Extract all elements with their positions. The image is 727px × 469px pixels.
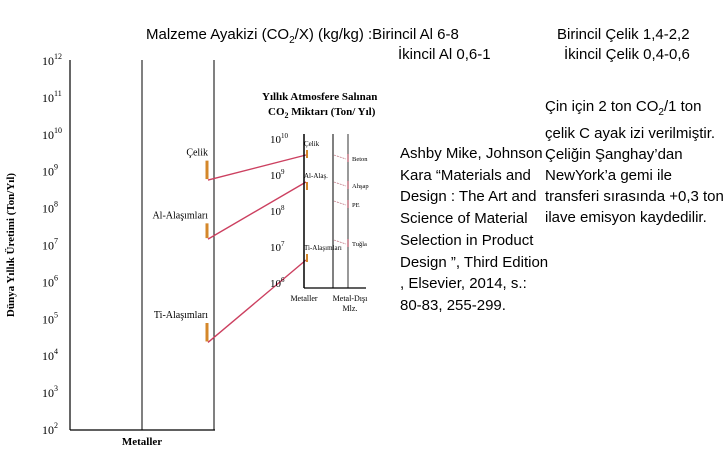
tick-base: 10 bbox=[270, 134, 281, 146]
tick-exponent: 10 bbox=[54, 125, 62, 135]
tick-exponent: 8 bbox=[281, 204, 285, 212]
inset-title-line1: Yıllık Atmosfere Salınan bbox=[262, 91, 378, 103]
tick-exponent: 2 bbox=[54, 421, 58, 430]
main-tick-label bbox=[42, 200, 58, 216]
china-note-prefix: Çin için 2 ton CO bbox=[545, 98, 659, 115]
title-suffix: /X) (kg/kg) :Birincil Al 6-8 bbox=[294, 26, 459, 43]
steel-primary-footprint: Birincil Çelik 1,4-2,2 bbox=[557, 26, 690, 43]
tick-base: 10 bbox=[42, 386, 54, 401]
main-tick-label bbox=[42, 52, 62, 68]
tick-exponent: 4 bbox=[54, 347, 58, 357]
tick-exponent: 5 bbox=[54, 310, 58, 320]
reference-text: Ashby Mike, Johnson Kara “Materials and Design : The Art and Science of Material Selection in Product Design ”, Third Edition , Elsevier, 2014, s.: 80-83, 255-299. bbox=[400, 145, 549, 314]
main-tick-label bbox=[42, 237, 58, 253]
inset-x-label-nonmetals: Metal-Dışı bbox=[332, 294, 368, 303]
tick-base: 10 bbox=[42, 201, 54, 216]
tick-exponent: 12 bbox=[54, 52, 62, 61]
tick-base: 10 bbox=[42, 238, 54, 253]
main-tick-labels bbox=[42, 52, 62, 437]
tick-exponent: 3 bbox=[54, 384, 58, 394]
tick-exponent: 6 bbox=[54, 273, 58, 283]
main-x-axis-label: Metaller bbox=[121, 436, 163, 448]
material-label: Al-Alaşımları bbox=[152, 210, 208, 222]
china-note-suffix: /1 ton çelik C ayak izi verilmiştir. Çeliğin Şanghay’dan NewYork’a gemi ile transferi sırasında +0,3 ton ilave emisyon kaydedilir. bbox=[545, 98, 724, 226]
inset-metal-label: Çelik bbox=[304, 140, 320, 148]
tick-exponent: 7 bbox=[281, 240, 285, 248]
main-material-bars bbox=[152, 148, 208, 342]
tick-base: 10 bbox=[42, 275, 54, 290]
inset-x-label-nonmetals-2: Mlz. bbox=[342, 304, 358, 313]
inset-tick-label bbox=[270, 132, 289, 146]
inset-metal-label: Ti-Alaşımları bbox=[304, 244, 342, 252]
inset-metal-labels bbox=[304, 140, 342, 262]
inset-title-line2 bbox=[268, 106, 376, 120]
inset-tick-labels bbox=[270, 132, 289, 290]
tick-exponent: 9 bbox=[54, 162, 58, 172]
connector-lines bbox=[208, 155, 306, 342]
tick-base: 10 bbox=[42, 423, 54, 437]
tick-exponent: 9 bbox=[281, 168, 285, 176]
inset-tick-label bbox=[270, 276, 285, 290]
tick-base: 10 bbox=[42, 54, 54, 68]
title-subscript: 2 bbox=[289, 35, 295, 46]
inset-nonmetal-label: Tuğla bbox=[352, 241, 367, 248]
main-tick-label bbox=[42, 384, 58, 400]
tick-base: 10 bbox=[270, 170, 281, 182]
main-y-axis-label: Dünya Yıllık Üretimi (Ton/Yıl) bbox=[5, 172, 17, 318]
inset-nonmetal-connector bbox=[334, 155, 346, 159]
tick-base: 10 bbox=[270, 242, 281, 254]
main-tick-label bbox=[42, 347, 58, 363]
main-tick-label bbox=[42, 126, 62, 142]
inset-nonmetal-connector bbox=[334, 201, 346, 205]
main-tick-label bbox=[42, 89, 62, 105]
main-tick-label bbox=[42, 310, 58, 326]
inset-nonmetal-label: Beton bbox=[352, 156, 368, 163]
main-tick-label bbox=[42, 273, 58, 289]
main-axis bbox=[70, 60, 215, 430]
main-tick-label bbox=[42, 421, 58, 437]
china-note-subscript: 2 bbox=[658, 107, 664, 118]
inset-metal-label: Al-Alaş. bbox=[304, 172, 328, 180]
tick-base: 10 bbox=[42, 127, 54, 142]
tick-exponent: 8 bbox=[54, 199, 58, 209]
tick-base: 10 bbox=[42, 90, 54, 105]
tick-base: 10 bbox=[42, 349, 54, 364]
material-label: Çelik bbox=[186, 147, 208, 159]
inset-nonmetal-labels bbox=[334, 154, 369, 248]
inset-title-co: CO bbox=[268, 106, 285, 118]
tick-exponent: 7 bbox=[54, 236, 58, 246]
inset-nonmetal-connector bbox=[334, 182, 346, 186]
inset-nonmetal-label: Ahşap bbox=[352, 183, 369, 190]
al-secondary-footprint: İkincil Al 0,6-1 bbox=[398, 46, 491, 63]
tick-base: 10 bbox=[270, 206, 281, 218]
inset-title-suffix: Miktarı (Ton/ Yıl) bbox=[288, 106, 376, 118]
tick-exponent: 11 bbox=[54, 88, 62, 98]
steel-secondary-footprint: İkincil Çelik 0,4-0,6 bbox=[564, 46, 690, 63]
material-label: Ti-Alaşımları bbox=[153, 309, 208, 321]
tick-exponent: 10 bbox=[281, 132, 288, 140]
inset-co2-chart bbox=[262, 91, 377, 313]
tick-base: 10 bbox=[42, 312, 54, 327]
connector-line bbox=[208, 182, 306, 239]
inset-tick-label bbox=[270, 204, 285, 218]
main-tick-label bbox=[42, 163, 58, 179]
inset-x-label-metals: Metaller bbox=[290, 294, 318, 303]
connector-line bbox=[208, 155, 306, 180]
inset-tick-label bbox=[270, 240, 285, 254]
inset-tick-label bbox=[270, 168, 285, 182]
tick-base: 10 bbox=[270, 278, 281, 290]
tick-exponent: 6 bbox=[281, 276, 285, 284]
inset-title-subscript: 2 bbox=[284, 111, 289, 120]
inset-nonmetal-label: PE bbox=[352, 202, 360, 209]
title-prefix: Malzeme Ayakizi (CO bbox=[146, 26, 290, 43]
tick-base: 10 bbox=[42, 164, 54, 179]
